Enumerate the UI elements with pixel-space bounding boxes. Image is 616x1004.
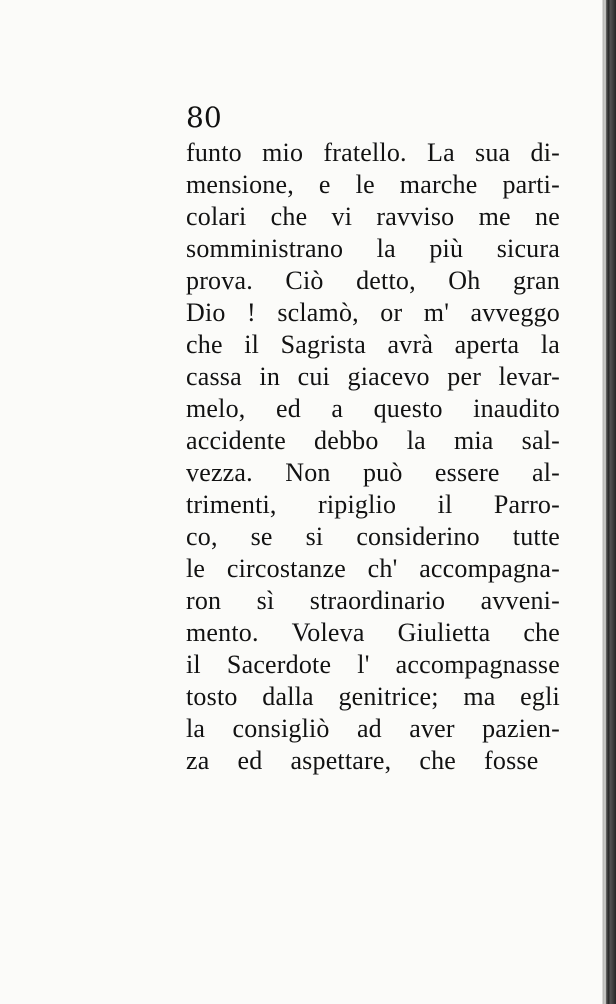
word: debbo bbox=[314, 426, 379, 455]
text-line bbox=[186, 297, 560, 329]
word: tutte bbox=[512, 522, 560, 551]
word: Non bbox=[285, 458, 331, 487]
word: avveni- bbox=[480, 586, 560, 615]
word: La bbox=[426, 138, 455, 167]
page-edge-shadow bbox=[602, 0, 616, 1004]
word: me bbox=[478, 202, 511, 231]
word: per bbox=[447, 362, 482, 391]
word: accompagnasse bbox=[395, 650, 560, 679]
word: ed bbox=[237, 746, 263, 775]
body-text bbox=[186, 137, 560, 777]
word: circostanze bbox=[226, 554, 346, 583]
word: straordinario bbox=[309, 586, 446, 615]
word: fratello. bbox=[323, 138, 407, 167]
text-line bbox=[186, 169, 560, 201]
text-line bbox=[186, 233, 560, 265]
word: la bbox=[540, 330, 560, 359]
word: egli bbox=[520, 682, 560, 711]
word: or bbox=[380, 298, 403, 327]
word: Ciò bbox=[285, 266, 324, 295]
word: aver bbox=[409, 714, 455, 743]
word: che bbox=[270, 202, 308, 231]
word: accompagna- bbox=[419, 554, 560, 583]
word: aperta bbox=[454, 330, 520, 359]
word: che bbox=[186, 330, 223, 359]
word: avveggo bbox=[470, 298, 560, 327]
word: Oh bbox=[448, 266, 481, 295]
word: Parro- bbox=[493, 490, 560, 519]
word: prova. bbox=[186, 266, 253, 295]
word: si bbox=[305, 522, 324, 551]
word: ravviso bbox=[376, 202, 455, 231]
word: la bbox=[186, 714, 206, 743]
word: ron bbox=[186, 586, 222, 615]
word: che bbox=[419, 746, 457, 775]
word: cui bbox=[297, 362, 330, 391]
word: mio bbox=[262, 138, 304, 167]
word: ne bbox=[535, 202, 560, 231]
word: za bbox=[186, 746, 210, 775]
text-line bbox=[186, 585, 560, 617]
text-line bbox=[186, 713, 560, 745]
word: il bbox=[437, 490, 453, 519]
word: questo bbox=[373, 394, 443, 423]
word: aspettare, bbox=[290, 746, 392, 775]
text-line bbox=[186, 617, 560, 649]
word: e bbox=[318, 170, 331, 199]
word: ad bbox=[356, 714, 382, 743]
word: le bbox=[186, 554, 206, 583]
word: gran bbox=[512, 266, 560, 295]
word: la bbox=[406, 426, 426, 455]
word: più bbox=[429, 234, 464, 263]
word: melo, bbox=[186, 394, 246, 423]
word: sal- bbox=[521, 426, 560, 455]
word: Giulietta bbox=[397, 618, 491, 647]
word: ! bbox=[247, 298, 256, 327]
word: Sagrista bbox=[280, 330, 366, 359]
word: parti- bbox=[502, 170, 560, 199]
word: giacevo bbox=[347, 362, 430, 391]
word: co, bbox=[186, 522, 218, 551]
word: ch' bbox=[367, 554, 398, 583]
word: la bbox=[376, 234, 396, 263]
word: dalla bbox=[262, 682, 314, 711]
text-line bbox=[186, 457, 560, 489]
word: ripiglio bbox=[318, 490, 397, 519]
word: sclamò, bbox=[277, 298, 359, 327]
text-line bbox=[186, 329, 560, 361]
word: colari bbox=[186, 202, 247, 231]
word: mia bbox=[453, 426, 494, 455]
text-line bbox=[186, 425, 560, 457]
word: Dio bbox=[186, 298, 226, 327]
word: ma bbox=[463, 682, 496, 711]
word: che bbox=[523, 618, 560, 647]
word: trimenti, bbox=[186, 490, 277, 519]
word: detto, bbox=[356, 266, 416, 295]
word: essere bbox=[434, 458, 500, 487]
word: può bbox=[362, 458, 403, 487]
text-line bbox=[186, 137, 560, 169]
word: vezza. bbox=[186, 458, 253, 487]
word: in bbox=[259, 362, 281, 391]
word: l' bbox=[357, 650, 370, 679]
page-number: 80 bbox=[186, 101, 222, 134]
word: le bbox=[355, 170, 375, 199]
word: Voleva bbox=[291, 618, 365, 647]
word: sua bbox=[475, 138, 511, 167]
word: somministrano bbox=[186, 234, 344, 263]
text-line bbox=[186, 201, 560, 233]
word: cassa bbox=[186, 362, 242, 391]
word: ed bbox=[275, 394, 301, 423]
word: levar- bbox=[498, 362, 560, 391]
word: considerino bbox=[356, 522, 480, 551]
text-line bbox=[186, 393, 560, 425]
word: il bbox=[244, 330, 260, 359]
text-line bbox=[186, 649, 560, 681]
text-line bbox=[186, 553, 560, 585]
text-line bbox=[186, 265, 560, 297]
word: avrà bbox=[387, 330, 434, 359]
text-line bbox=[186, 361, 560, 393]
text-line bbox=[186, 489, 560, 521]
word: pazien- bbox=[482, 714, 560, 743]
word: consigliò bbox=[232, 714, 330, 743]
word: il bbox=[186, 650, 201, 679]
word: mento. bbox=[186, 618, 259, 647]
word: sì bbox=[256, 586, 275, 615]
word: se bbox=[250, 522, 273, 551]
word: tosto bbox=[186, 682, 238, 711]
word: marche bbox=[399, 170, 478, 199]
word: di- bbox=[530, 138, 560, 167]
word: inaudito bbox=[473, 394, 560, 423]
word: fosse bbox=[484, 746, 539, 775]
word: accidente bbox=[186, 426, 286, 455]
word: al- bbox=[531, 458, 560, 487]
word: vi bbox=[331, 202, 353, 231]
text-line bbox=[186, 745, 560, 777]
text-line bbox=[186, 521, 560, 553]
text-line bbox=[186, 681, 560, 713]
word: Sacerdote bbox=[226, 650, 332, 679]
word: funto bbox=[186, 138, 242, 167]
word: sicura bbox=[496, 234, 560, 263]
word: a bbox=[331, 394, 344, 423]
word: genitrice; bbox=[338, 682, 439, 711]
word: mensione, bbox=[186, 170, 294, 199]
word: m' bbox=[423, 298, 450, 327]
